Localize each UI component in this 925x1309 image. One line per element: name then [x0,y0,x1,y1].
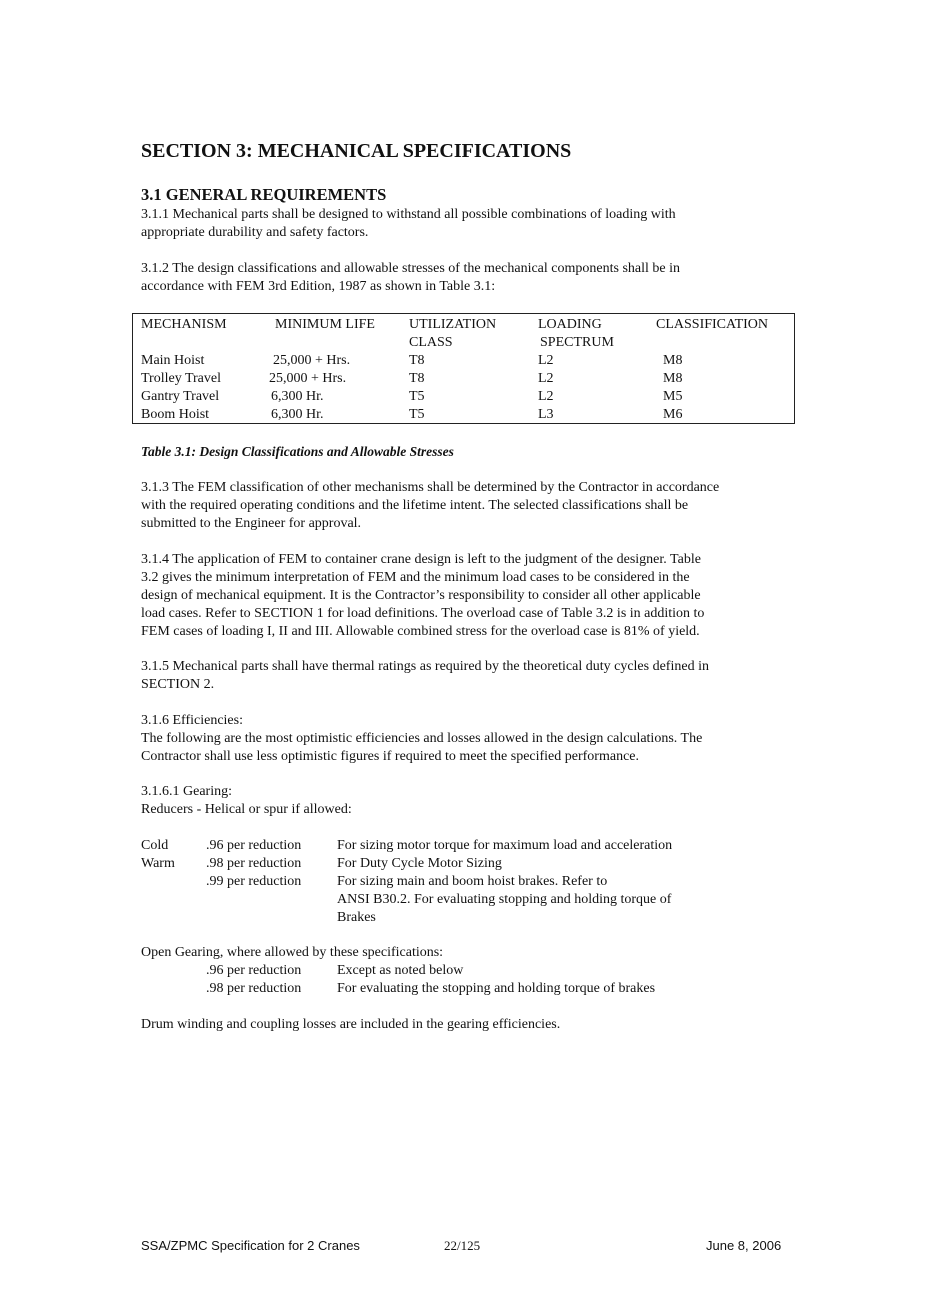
table-caption: Table 3.1: Design Classifications and Allowable Stresses [141,444,454,459]
paragraph-line: SECTION 2. [141,677,215,692]
paragraph-line: 3.1.3 The FEM classification of other mechanisms shall be determined by the Contractor in accordance [141,480,720,495]
reducer-value: .98 per reduction [206,856,302,871]
subsection-title: 3.1 GENERAL REQUIREMENTS [141,185,387,204]
paragraph-3-1-3 [141,479,801,533]
reducer-description: For sizing main and boom hoist brakes. Refer to [337,874,608,889]
table-cell-classification: M6 [663,407,683,422]
table-cell-mechanism: Boom Hoist [141,407,210,422]
table-cell-life: 6,300 Hr. [271,389,324,404]
paragraph-3-1-6 [141,712,801,766]
reducer-description: Brakes [337,910,376,925]
paragraph-line: appropriate durability and safety factors. [141,225,369,240]
table-cell-utilization: T8 [409,371,425,386]
table-cell-utilization: T8 [409,353,425,368]
paragraph-line: FEM cases of loading I, II and III. Allowable combined stress for the overload case is 81% of yield. [141,624,700,639]
reducer-value: .99 per reduction [206,874,302,889]
section-title: SECTION 3: MECHANICAL SPECIFICATIONS [141,140,572,162]
paragraph-3-1-6-1 [141,783,801,819]
table-cell-life: 25,000 + Hrs. [269,371,347,386]
open-gearing-intro: Open Gearing, where allowed by these specifications: [141,945,444,960]
table-cell-loading: L2 [538,371,554,386]
paragraph-line: accordance with FEM 3rd Edition, 1987 as shown in Table 3.1: [141,279,496,294]
header-loading-spectrum: SPECTRUM [540,335,614,350]
paragraph-line: 3.1.4 The application of FEM to container crane design is left to the judgment of the designer. Table [141,552,701,567]
header-utilization: UTILIZATION [409,317,497,332]
paragraph-line: design of mechanical equipment. It is the Contractor’s responsibility to consider all other applicable [141,588,701,603]
open-gearing-description: For evaluating the stopping and holding torque of brakes [337,981,656,996]
paragraph-3-1-2 [141,260,801,296]
reducer-label: Cold [141,838,169,853]
header-mechanism: MECHANISM [141,317,227,332]
paragraph-line: The following are the most optimistic efficiencies and losses allowed in the design calculations. The [141,731,703,746]
table-cell-mechanism: Trolley Travel [141,371,222,386]
design-classification-table [132,313,795,424]
paragraph-line: 3.2 gives the minimum interpretation of FEM and the minimum load cases to be considered in the [141,570,690,585]
reducer-label: Warm [141,856,175,871]
paragraph-line: 3.1.6 Efficiencies: [141,713,243,728]
footer-document-title: SSA/ZPMC Specification for 2 Cranes [141,1238,360,1253]
paragraph-line: Reducers - Helical or spur if allowed: [141,802,352,817]
table-cell-life: 25,000 + Hrs. [273,353,351,368]
paragraph-3-1-5 [141,658,801,694]
table-cell-classification: M8 [663,353,683,368]
footer-date: June 8, 2006 [706,1238,782,1253]
open-gearing-value: .96 per reduction [206,963,302,978]
reducer-description: For Duty Cycle Motor Sizing [337,856,502,871]
reducer-description: ANSI B30.2. For evaluating stopping and holding torque of [337,892,672,907]
paragraph-line: 3.1.1 Mechanical parts shall be designed to withstand all possible combinations of loading with [141,207,676,222]
table-cell-utilization: T5 [409,389,425,404]
table-cell-mechanism: Main Hoist [141,353,205,368]
footer-page-number: 22/125 [444,1238,481,1253]
table-cell-mechanism: Gantry Travel [141,389,220,404]
reducer-description: For sizing motor torque for maximum load and acceleration [337,838,673,853]
paragraph-line: submitted to the Engineer for approval. [141,516,362,531]
paragraph-line: Contractor shall use less optimistic figures if required to meet the specified performance. [141,749,640,764]
header-loading: LOADING [538,317,602,332]
paragraph-line: 3.1.2 The design classifications and allowable stresses of the mechanical components shall be in [141,261,680,276]
paragraph-line: with the required operating conditions and the lifetime intent. The selected classifications shall be [141,498,689,513]
table-cell-life: 6,300 Hr. [271,407,324,422]
paragraph-3-1-4 [141,551,801,641]
paragraph-line: load cases. Refer to SECTION 1 for load definitions. The overload case of Table 3.2 is in addition to [141,606,705,621]
table-cell-loading: L3 [538,407,554,422]
open-gearing-description: Except as noted below [337,963,464,978]
paragraph-3-1-1 [141,206,801,242]
header-minimum-life: MINIMUM LIFE [275,317,375,332]
table-cell-classification: M8 [663,371,683,386]
paragraph-line: 3.1.6.1 Gearing: [141,784,232,799]
table-cell-loading: L2 [538,353,554,368]
table-cell-loading: L2 [538,389,554,404]
reducer-value: .96 per reduction [206,838,302,853]
open-gearing-value: .98 per reduction [206,981,302,996]
table-cell-classification: M5 [663,389,683,404]
paragraph-line: 3.1.5 Mechanical parts shall have thermal ratings as required by the theoretical duty cycles defined in [141,659,709,674]
table-cell-utilization: T5 [409,407,425,422]
drum-winding-note: Drum winding and coupling losses are included in the gearing efficiencies. [141,1017,561,1032]
header-classification: CLASSIFICATION [656,317,769,332]
header-utilization-class: CLASS [409,335,453,350]
